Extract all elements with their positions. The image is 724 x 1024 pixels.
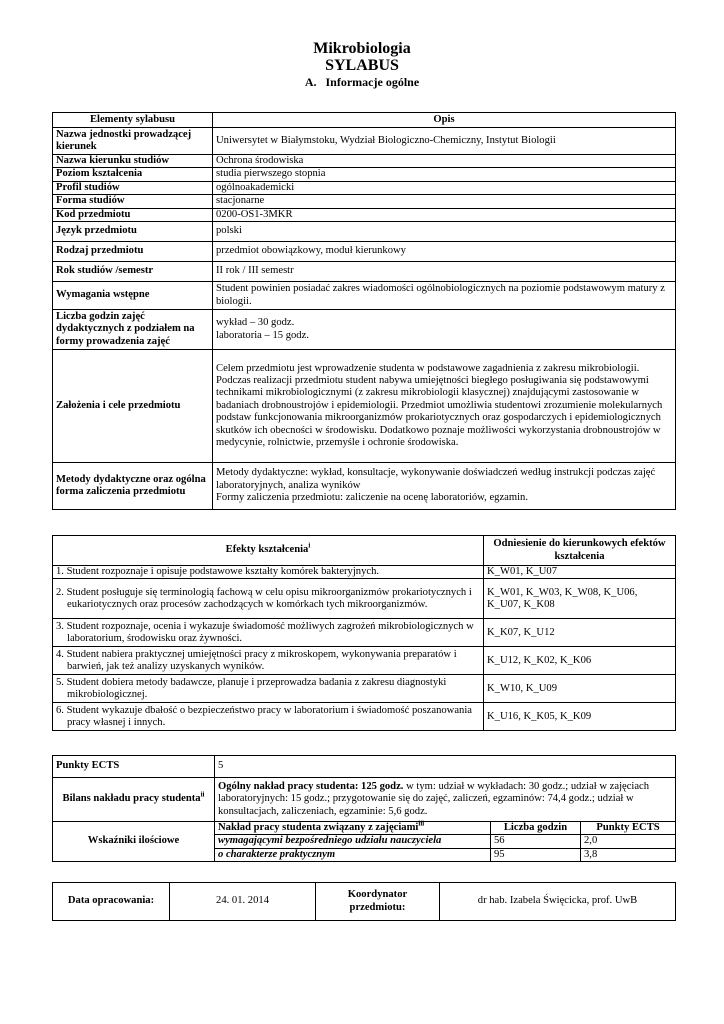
outcome-ref: K_W01, K_U07: [484, 566, 676, 579]
workload-label: Bilans nakładu pracy studenta$^{ii}$: [53, 778, 215, 822]
ects-value: 5: [215, 756, 676, 778]
row-label: Wymagania wstępne: [53, 282, 213, 310]
row-value: [213, 310, 676, 350]
date-label: Data opracowania:: [53, 883, 170, 921]
section-heading: A. Informacje ogólne: [304, 75, 420, 89]
indicator-label: wymagającymi bezpośredniego udziału nauczyciela: [215, 835, 491, 848]
row-label: Założenia i cele przedmiotu: [53, 350, 213, 463]
learning-outcomes-table: [52, 535, 676, 731]
row-label: Metody dydaktyczne oraz ogólna forma zaliczenia przedmiotu: [53, 463, 213, 510]
teaching-methods: Metody dydaktyczne: wykład, konsultacje, wykonywanie doświadczeń według instrukcji podczas zajęć laboratoryjnych, analiza wyników: [216, 467, 656, 491]
row-value: Uniwersytet w Białymstoku, Wydział Biologiczno-Chemiczny, Instytut Biologii: [213, 128, 676, 155]
document-subtitle: SYLABUS: [325, 57, 399, 74]
row-label: Poziom kształcenia: [53, 168, 213, 181]
row-value: [213, 463, 676, 510]
row-value: Celem przedmiotu jest wprowadzenie studenta w podstawowe zagadnienia z zakresu mikrobiologii. Podczas realizacji przedmiotu student nabywa umiejętności biegłego posługiwania się podstawowymi technikami mikrobiologicznymi (z zakresu mikrobiologii klasycznej) znajdującymi zastosowanie w badaniach drobnoustrojów i epidemiologii. Przedmiot umożliwia studentowi zrozumienie molekularnych podstaw funkcjonowania mikroorganizmów prokariotycznych oraz gospodarczych i epidemiologicznych skutków ich obecności w środowisku. Dodatkowo poznaje możliwości wykorzystania drobnoustrojów w medycynie, rolnictwie, przemyśle i ochronie środowiska.: [213, 350, 676, 463]
row-value: stacjonarne: [213, 195, 676, 208]
col-header-hours: Liczba godzin: [491, 822, 581, 835]
outcome-ref: K_K07, K_U12: [484, 619, 676, 647]
row-label: Rodzaj przedmiotu: [53, 242, 213, 262]
indicator-ects: 3,8: [581, 848, 676, 861]
coordinator-value: dr hab. Izabela Święcicka, prof. UwB: [440, 883, 676, 921]
row-label: Nazwa kierunku studiów: [53, 155, 213, 168]
document-title: Mikrobiologia: [313, 40, 411, 57]
coordinator-label: Koordynator przedmiotu:: [316, 883, 440, 921]
assessment-forms: Formy zaliczenia przedmiotu: zaliczenie na ocenę laboratoriów, egzamin.: [216, 492, 528, 504]
footnote-mark: i: [308, 541, 311, 550]
row-label: Kod przedmiotu: [53, 208, 213, 221]
row-value: 0200-OS1-3MKR: [213, 208, 676, 221]
indicator-ects: 2,0: [581, 835, 676, 848]
indicators-label: Wskaźniki ilościowe: [53, 822, 215, 862]
row-value: Ochrona środowiska: [213, 155, 676, 168]
ects-table: [52, 755, 676, 862]
col-header-ects: Punkty ECTS: [581, 822, 676, 835]
row-label: Język przedmiotu: [53, 222, 213, 242]
row-value: przedmiot obowiązkowy, moduł kierunkowy: [213, 242, 676, 262]
workload-detail: w tym: udział w wykładach: 30 godz.; udział w zajęciach laboratoryjnych: 15 godz.; przygotowanie się do zajęć, zaliczeń, egzaminów: 74,4 godz.; udział w konsultacjach, zaliczeniach, egzaminie: 5,6 godz.: [218, 780, 650, 817]
row-value: II rok / III semestr: [213, 262, 676, 282]
workload-text: [215, 778, 676, 822]
col-header-elements: Elementy sylabusu: [53, 113, 213, 128]
outcome-text: 4. Student nabiera praktycznej umiejętności pracy z mikroskopem, wykonywania preparatów i barwień, jak też analizy uzyskanych wyników.: [53, 647, 484, 675]
row-value: Student powinien posiadać zakres wiadomości ogólnobiologicznych na poziomie podstawowym matury z biologii.: [213, 282, 676, 310]
syllabus-info-table: [52, 112, 676, 510]
outcome-text: 1. Student rozpoznaje i opisuje podstawowe kształty komórek bakteryjnych.: [53, 566, 484, 579]
row-value: polski: [213, 222, 676, 242]
hours-lecture: wykład – 30 godz.: [216, 317, 295, 329]
outcome-ref: K_W01, K_W03, K_W08, K_U06, K_U07, K_K08: [484, 579, 676, 619]
row-label: Profil studiów: [53, 181, 213, 194]
page-header: [0, 40, 724, 90]
footnote-mark: iii: [418, 819, 425, 828]
row-label: Nazwa jednostki prowadzącej kierunek: [53, 128, 213, 155]
footnote-mark: ii: [200, 790, 205, 799]
row-label: Rok studiów /semestr: [53, 262, 213, 282]
outcome-text: 6. Student wykazuje dbałość o bezpieczeństwo pracy w laboratorium i świadomość poszanowania pracy własnej i innych.: [53, 703, 484, 731]
row-label: Liczba godzin zajęć dydaktycznych z podziałem na formy prowadzenia zajęć: [53, 310, 213, 350]
outcome-ref: K_U12, K_K02, K_K06: [484, 647, 676, 675]
outcome-text: 3. Student rozpoznaje, ocenia i wykazuje świadomość możliwych zagrożeń mikrobiologicznych w laboratorium, środowisku oraz żywności.: [53, 619, 484, 647]
col-header-description: Opis: [213, 113, 676, 128]
hours-laboratory: laboratoria – 15 godz.: [216, 329, 309, 341]
outcome-ref: K_W10, K_U09: [484, 675, 676, 703]
row-value: ogólnoakademicki: [213, 181, 676, 194]
outcome-text: 2. Student posługuje się terminologią fachową w celu opisu mikroorganizmów prokariotycznych i eukariotycznych oraz procesów zachodzących w komórkach tych mikroorganizmów.: [53, 579, 484, 619]
outcome-ref: K_U16, K_K05, K_K09: [484, 703, 676, 731]
row-value: studia pierwszego stopnia: [213, 168, 676, 181]
indicators-header: Nakład pracy studenta związany z zajęciami$^{iii}$: [215, 822, 491, 835]
col-header-outcomes: Efekty kształcenia$^i$: [53, 536, 484, 566]
workload-total: Ogólny nakład pracy studenta: 125 godz.: [218, 780, 404, 792]
date-value: 24. 01. 2014: [170, 883, 316, 921]
outcome-text: 5. Student dobiera metody badawcze, planuje i przeprowadza badania z zakresu diagnostyki mikrobiologicznej.: [53, 675, 484, 703]
col-header-references: Odniesienie do kierunkowych efektów kształcenia: [484, 536, 676, 566]
row-label: Forma studiów: [53, 195, 213, 208]
indicator-label: o charakterze praktycznym: [215, 848, 491, 861]
indicator-hours: 95: [491, 848, 581, 861]
footer-table: [52, 882, 676, 921]
ects-label: Punkty ECTS: [53, 756, 215, 778]
indicator-hours: 56: [491, 835, 581, 848]
